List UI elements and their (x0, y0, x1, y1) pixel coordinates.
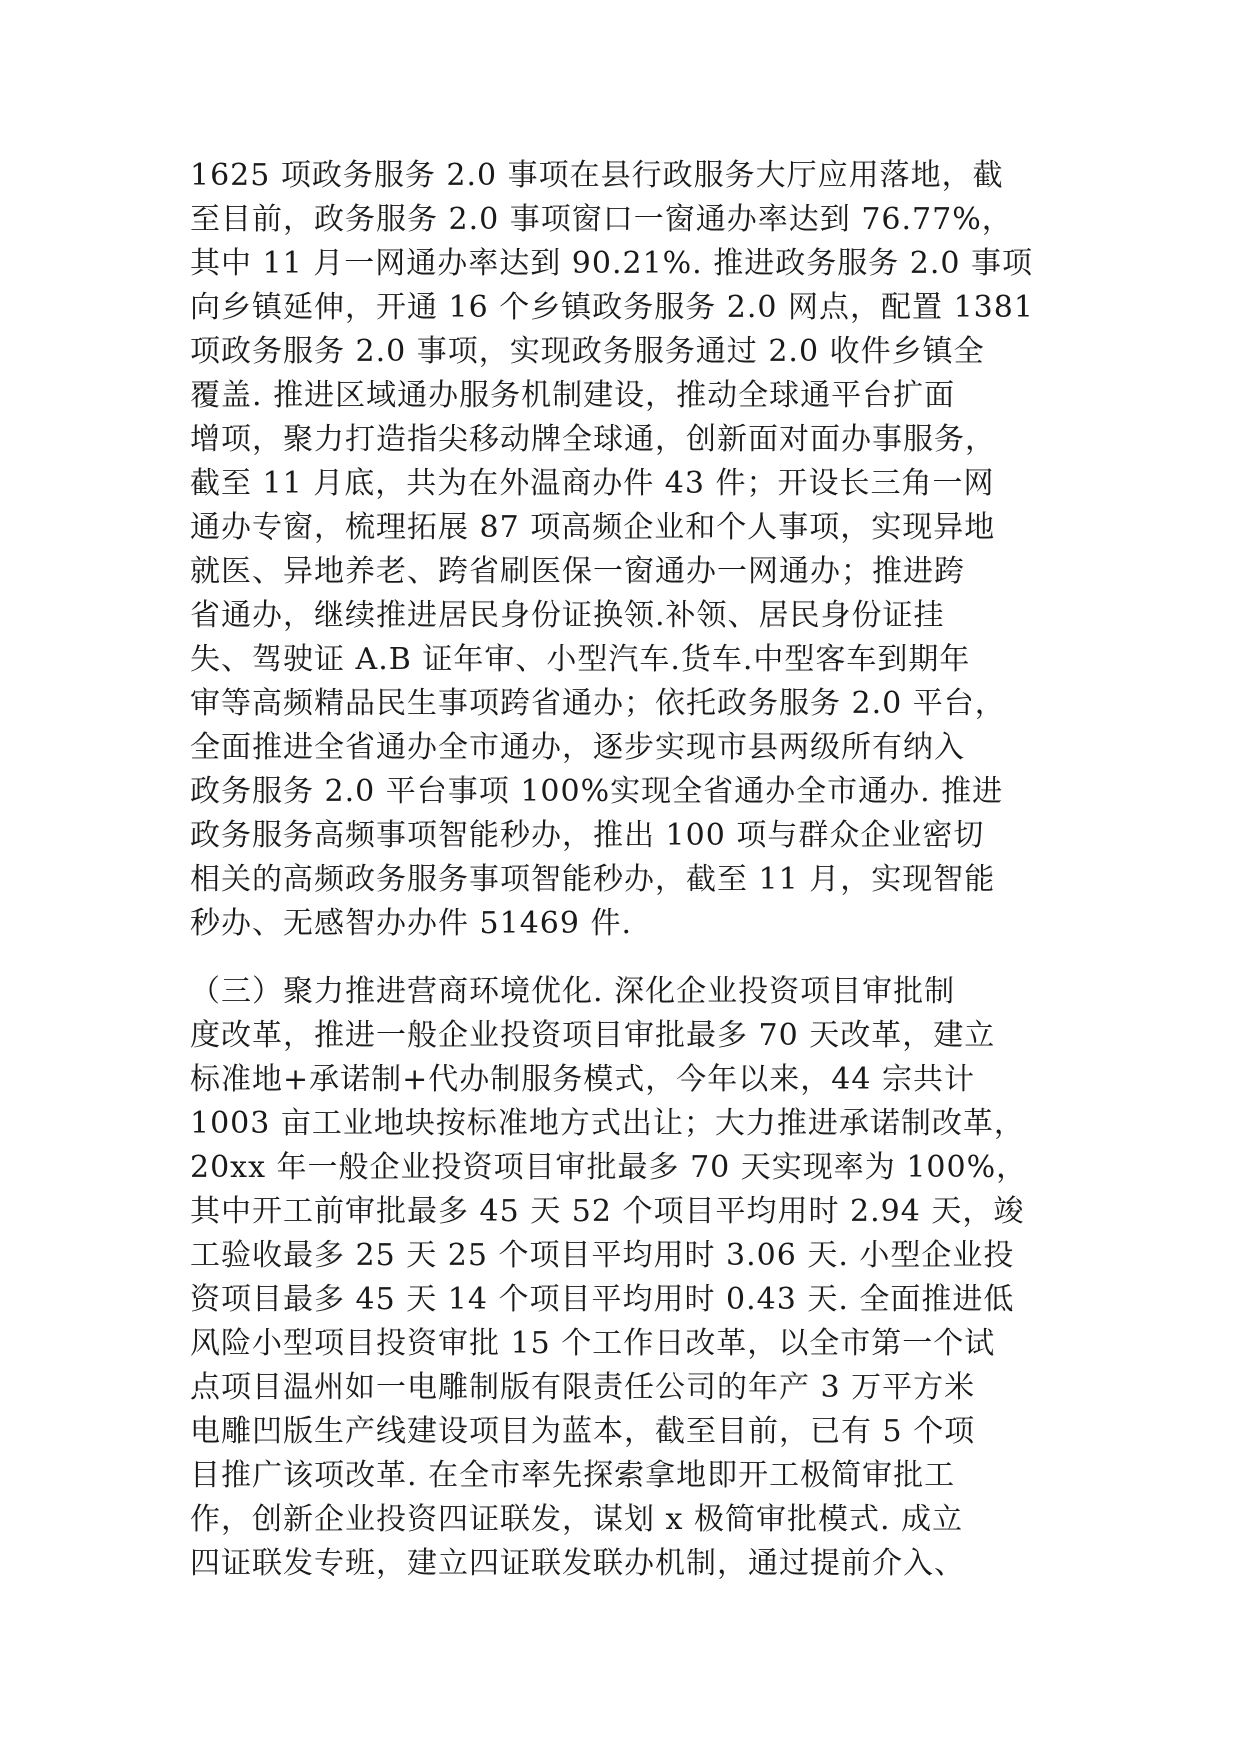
text-line: 20xx 年一般企业投资项目审批最多 70 天实现率为 100%， (190, 1150, 1028, 1185)
text-line: 政务服务高频事项智能秒办，推出 100 项与群众企业密切 (190, 818, 985, 853)
text-line: 作，创新企业投资四证联发，谋划 x 极简审批模式. 成立 (190, 1502, 964, 1537)
text-line: 秒办、无感智办办件 51469 件. (190, 906, 633, 941)
paragraph-government-services (190, 154, 1070, 946)
text-line: 通办专窗，梳理拓展 87 项高频企业和个人事项，实现异地 (190, 510, 996, 545)
text-line: 工验收最多 25 天 25 个项目平均用时 3.06 天. 小型企业投 (190, 1238, 1015, 1273)
text-line: 覆盖. 推进区域通办服务机制建设，推动全球通平台扩面 (190, 378, 956, 413)
text-line: 风险小型项目投资审批 15 个工作日改革，以全市第一个试 (190, 1326, 996, 1361)
text-line: 度改革，推进一般企业投资项目审批最多 70 天改革，建立 (190, 1018, 996, 1053)
text-line: 目推广该项改革. 在全市率先探索拿地即开工极简审批工 (190, 1458, 956, 1493)
text-line: 项政务服务 2.0 事项，实现政务服务通过 2.0 收件乡镇全 (190, 334, 985, 369)
text-line: 四证联发专班，建立四证联发联办机制，通过提前介入、 (190, 1546, 965, 1581)
paragraph-business-environment (190, 970, 1070, 1586)
text-line: 向乡镇延伸，开通 16 个乡镇政务服务 2.0 网点，配置 1381 (190, 290, 1034, 325)
text-line: 1625 项政务服务 2.0 事项在县行政服务大厅应用落地，截 (190, 158, 1004, 193)
text-line: 1003 亩工业地块按标准地方式出让；大力推进承诺制改革， (190, 1106, 1025, 1141)
text-line: 省通办，继续推进居民身份证换领.补领、居民身份证挂 (190, 598, 945, 633)
text-line: 其中 11 月一网通办率达到 90.21%. 推进政务服务 2.0 事项 (190, 246, 1034, 281)
text-line: 其中开工前审批最多 45 天 52 个项目平均用时 2.94 天，竣 (190, 1194, 1025, 1229)
text-line: 标准地+承诺制+代办制服务模式，今年以来，44 宗共计 (190, 1062, 975, 1097)
text-line: 电雕凹版生产线建设项目为蓝本，截至目前，已有 5 个项 (190, 1414, 976, 1449)
text-line: 增项，聚力打造指尖移动牌全球通，创新面对面办事服务， (190, 422, 996, 457)
text-line: 相关的高频政务服务事项智能秒办，截至 11 月，实现智能 (190, 862, 996, 897)
text-line: 至目前，政务服务 2.0 事项窗口一窗通办率达到 76.77%， (190, 202, 1013, 237)
text-line: 失、驾驶证 A.B 证年审、小型汽车.货车.中型客车到期年 (190, 642, 971, 677)
text-line: 审等高频精品民生事项跨省通办；依托政务服务 2.0 平台， (190, 686, 1006, 721)
text-line: 就医、异地养老、跨省刷医保一窗通办一网通办；推进跨 (190, 554, 965, 589)
text-line: 截至 11 月底，共为在外温商办件 43 件；开设长三角一网 (190, 466, 995, 501)
text-line: 点项目温州如一电雕制版有限责任公司的年产 3 万平方米 (190, 1370, 976, 1405)
text-line: 全面推进全省通办全市通办，逐步实现市县两级所有纳入 (190, 730, 965, 765)
section-heading-line: （三）聚力推进营商环境优化. 深化企业投资项目审批制 (190, 974, 956, 1009)
text-line: 资项目最多 45 天 14 个项目平均用时 0.43 天. 全面推进低 (190, 1282, 1015, 1317)
text-line: 政务服务 2.0 平台事项 100%实现全省通办全市通办. 推进 (190, 774, 1004, 809)
